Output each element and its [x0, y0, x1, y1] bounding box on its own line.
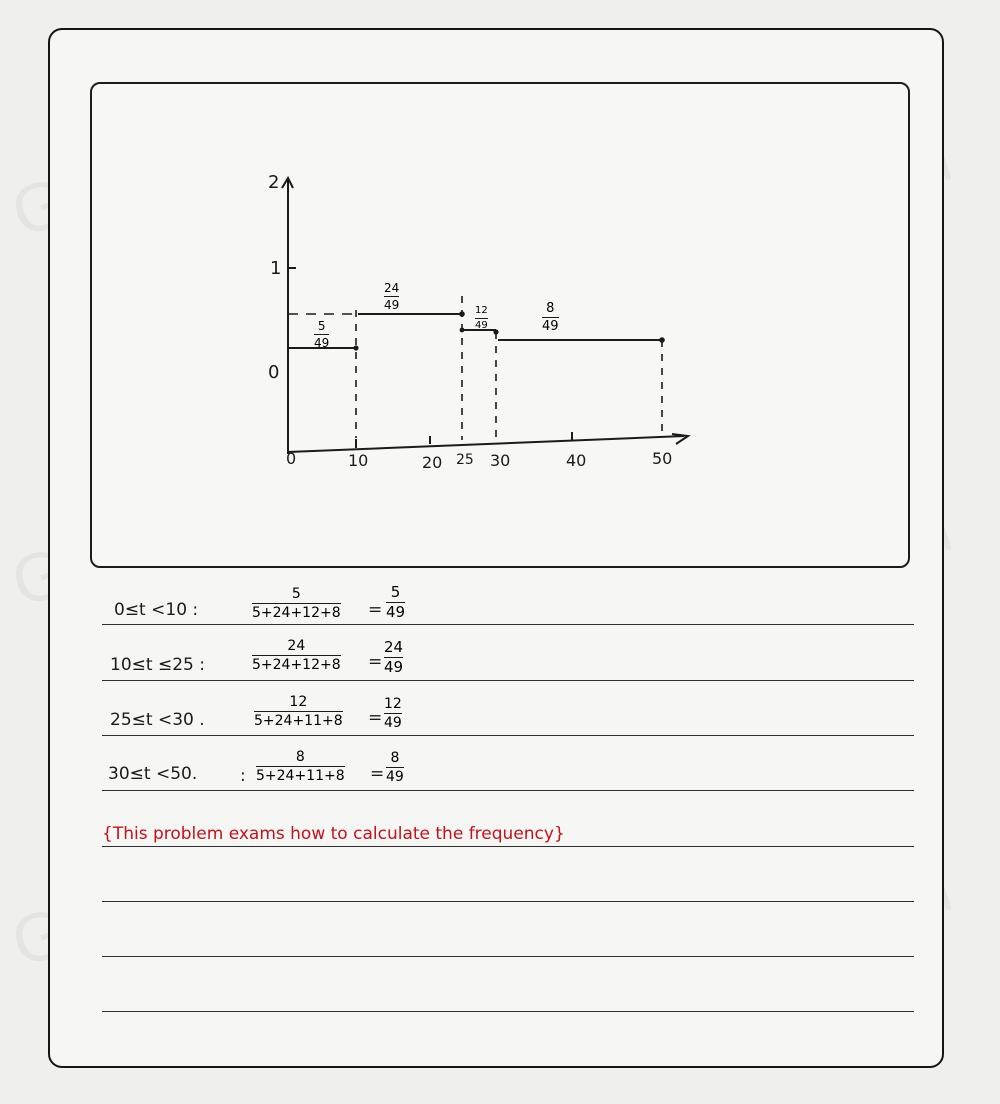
fraction-bar	[542, 317, 559, 318]
calc-denominator: 5+24+12+8	[252, 605, 341, 621]
equals-sign: =	[368, 708, 383, 728]
ruled-line	[102, 624, 914, 625]
ruled-line	[102, 735, 914, 736]
ruled-line	[102, 901, 914, 902]
segment-label	[314, 320, 329, 349]
endpoint-dot	[353, 345, 358, 350]
segment-label-numerator: 8	[546, 301, 555, 316]
segment-label-denominator: 49	[542, 319, 559, 334]
ruled-line	[102, 846, 914, 847]
fraction-bar	[475, 318, 488, 319]
x-tick-label: 10	[348, 451, 369, 470]
segment-label	[542, 302, 559, 333]
result-numerator: 8	[390, 750, 400, 766]
segment-label-denominator: 49	[475, 320, 488, 331]
interval-label: 25≤t <30 .	[110, 710, 205, 730]
calc-denominator: 5+24+11+8	[254, 713, 343, 729]
segment-label	[384, 282, 399, 311]
ruled-line	[102, 680, 914, 681]
segment-label-numerator: 24	[384, 281, 400, 295]
calc-fraction	[254, 695, 343, 728]
x-tick-label: 0	[286, 449, 297, 468]
x-tick-label: 40	[566, 451, 587, 470]
fraction-bar	[386, 767, 404, 768]
result-denominator: 49	[386, 769, 404, 785]
result-numerator: 12	[384, 696, 402, 712]
explanation-note: {This problem exams how to calculate the frequency}	[102, 824, 565, 844]
fraction-bar	[384, 296, 399, 297]
fraction-bar	[384, 713, 402, 714]
x-axis	[288, 436, 684, 452]
result-numerator: 5	[390, 583, 401, 601]
result-fraction	[384, 640, 403, 675]
result-fraction	[384, 697, 402, 730]
result-fraction	[386, 751, 404, 784]
calc-fraction	[252, 587, 341, 620]
x-tick-label: 50	[652, 449, 673, 468]
x-tick-label: 20	[422, 453, 443, 472]
result-denominator: 49	[384, 715, 402, 731]
segment-label-denominator: 49	[384, 298, 400, 312]
graph-panel	[90, 82, 910, 568]
x-tick-label: 30	[490, 451, 511, 470]
fraction-bar	[252, 603, 341, 604]
step-graph	[92, 84, 908, 566]
calc-numerator: 12	[289, 694, 308, 710]
x-tick-label: 25	[456, 452, 474, 468]
result-fraction	[386, 585, 405, 620]
result-denominator: 49	[384, 658, 404, 676]
equals-sign: =	[368, 652, 383, 672]
ruled-line	[102, 1011, 914, 1012]
calc-numerator: 8	[295, 749, 305, 765]
fraction-bar	[252, 655, 341, 656]
segment-label-denominator: 49	[314, 336, 330, 350]
result-numerator: 24	[384, 638, 404, 656]
equals-sign: =	[368, 600, 383, 620]
segment-label	[475, 306, 488, 331]
calc-denominator: 5+24+11+8	[256, 768, 345, 784]
fraction-bar	[254, 711, 343, 712]
calc-fraction	[256, 750, 345, 783]
y-tick-label: 0	[268, 362, 280, 383]
fraction-bar	[256, 766, 345, 767]
segment-label-numerator: 12	[475, 305, 488, 316]
ruled-line	[102, 956, 914, 957]
y-tick-label: 2	[268, 172, 280, 193]
interval-label: 0≤t <10 :	[114, 600, 199, 620]
calc-prefix: :	[240, 766, 246, 786]
fraction-bar	[314, 334, 329, 335]
calc-numerator: 24	[287, 638, 306, 654]
interval-label: 10≤t ≤25 :	[110, 655, 205, 675]
interval-label: 30≤t <50.	[108, 764, 198, 784]
y-tick-label: 1	[270, 258, 282, 279]
calc-denominator: 5+24+12+8	[252, 657, 341, 673]
calc-fraction	[252, 639, 341, 672]
segment-label-numerator: 5	[317, 319, 326, 333]
equals-sign: =	[370, 764, 385, 784]
endpoint-dot	[460, 328, 465, 333]
ruled-line	[102, 790, 914, 791]
calc-numerator: 5	[291, 586, 301, 602]
result-denominator: 49	[386, 603, 406, 621]
